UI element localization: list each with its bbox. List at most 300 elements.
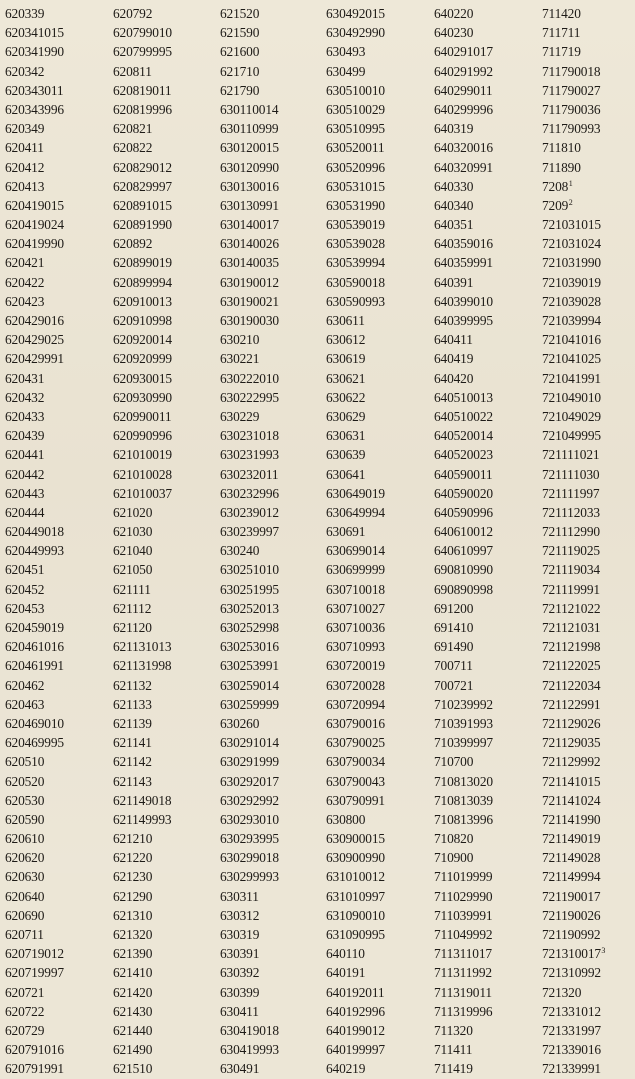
code-value: 621010028 xyxy=(113,466,172,482)
code-cell xyxy=(113,426,214,445)
code-cell xyxy=(113,1002,214,1021)
code-cell xyxy=(542,791,635,810)
code-value: 710813996 xyxy=(434,811,493,827)
code-value: 620341990 xyxy=(5,44,64,60)
code-cell xyxy=(434,733,532,752)
code-cell xyxy=(434,772,532,791)
code-value: 721310992 xyxy=(542,965,601,981)
footnote-marker: 3 xyxy=(601,946,606,956)
code-cell xyxy=(326,196,425,215)
code-value: 721190017 xyxy=(542,888,601,904)
code-cell xyxy=(220,349,318,368)
code-cell xyxy=(220,465,318,484)
code-value: 711319011 xyxy=(434,984,492,1000)
code-cell xyxy=(434,791,532,810)
code-value: 630499 xyxy=(326,63,366,79)
code-value: 620510 xyxy=(5,754,45,770)
code-value: 620640 xyxy=(5,888,45,904)
code-value: 630260 xyxy=(220,715,260,731)
code-value: 630120015 xyxy=(220,140,279,156)
code-cell xyxy=(220,426,318,445)
code-cell xyxy=(220,1002,318,1021)
code-cell xyxy=(434,196,532,215)
code-cell xyxy=(434,292,532,311)
code-value: 630190021 xyxy=(220,293,279,309)
code-cell xyxy=(220,253,318,272)
code-cell xyxy=(326,963,425,982)
code-value: 620822 xyxy=(113,140,153,156)
code-value: 621420 xyxy=(113,984,153,1000)
code-cell xyxy=(220,138,318,157)
code-value: 621111 xyxy=(113,581,151,597)
code-value: 721031024 xyxy=(542,236,601,252)
code-cell xyxy=(542,407,635,426)
code-column-4 xyxy=(318,4,425,1079)
code-value: 620899019 xyxy=(113,255,172,271)
code-value: 711320 xyxy=(434,1022,473,1038)
code-cell xyxy=(326,465,425,484)
code-cell xyxy=(542,772,635,791)
code-value: 620429025 xyxy=(5,332,64,348)
code-cell xyxy=(542,465,635,484)
code-value: 630232011 xyxy=(220,466,279,482)
code-cell xyxy=(542,100,635,119)
code-value: 710813039 xyxy=(434,792,493,808)
code-cell xyxy=(113,349,214,368)
code-cell xyxy=(326,388,425,407)
code-value: 721112033 xyxy=(542,504,600,520)
code-cell xyxy=(542,522,635,541)
code-cell xyxy=(434,311,532,330)
code-cell xyxy=(434,23,532,42)
code-cell xyxy=(326,1040,425,1059)
code-value: 620421 xyxy=(5,255,45,271)
code-cell xyxy=(326,407,425,426)
code-value: 630622 xyxy=(326,389,366,405)
code-value: 721141015 xyxy=(542,773,601,789)
footnote-marker: 1 xyxy=(568,178,573,188)
code-cell xyxy=(220,752,318,771)
code-cell xyxy=(434,580,532,599)
code-cell xyxy=(434,925,532,944)
code-cell xyxy=(326,676,425,695)
code-value: 721129026 xyxy=(542,715,601,731)
code-cell xyxy=(326,618,425,637)
code-value: 630710993 xyxy=(326,639,385,655)
code-value: 621490 xyxy=(113,1042,153,1058)
code-cell xyxy=(5,560,107,579)
code-value: 620891990 xyxy=(113,217,172,233)
code-value: 631010012 xyxy=(326,869,385,885)
code-value: 621112 xyxy=(113,600,152,616)
code-value: 640219 xyxy=(326,1061,366,1077)
code-cell xyxy=(326,484,425,503)
code-cell xyxy=(113,234,214,253)
footnote-marker: 2 xyxy=(568,197,573,207)
code-cell xyxy=(220,1040,318,1059)
code-cell xyxy=(326,656,425,675)
code-value: 621143 xyxy=(113,773,152,789)
code-cell xyxy=(542,349,635,368)
code-value: 710820 xyxy=(434,831,474,847)
code-value: 620819996 xyxy=(113,101,172,117)
code-cell xyxy=(5,752,107,771)
code-cell xyxy=(113,138,214,157)
code-value: 630590993 xyxy=(326,293,385,309)
code-value: 721049995 xyxy=(542,428,601,444)
code-cell xyxy=(326,253,425,272)
code-cell xyxy=(5,618,107,637)
code-cell xyxy=(5,848,107,867)
code-value: 721331997 xyxy=(542,1022,601,1038)
code-cell xyxy=(113,695,214,714)
code-value: 721320 xyxy=(542,984,582,1000)
code-value: 620441 xyxy=(5,447,45,463)
code-cell xyxy=(113,407,214,426)
code-value: 620891015 xyxy=(113,197,172,213)
code-cell xyxy=(434,349,532,368)
code-cell xyxy=(220,292,318,311)
code-cell xyxy=(326,23,425,42)
code-cell xyxy=(5,1059,107,1078)
code-value: 620432 xyxy=(5,389,45,405)
code-cell xyxy=(434,177,532,196)
code-cell xyxy=(113,330,214,349)
code-value: 711419 xyxy=(434,1061,473,1077)
code-table xyxy=(0,4,635,1079)
code-cell xyxy=(326,752,425,771)
code-cell xyxy=(220,273,318,292)
code-cell xyxy=(434,503,532,522)
code-value: 640319 xyxy=(434,121,474,137)
code-cell xyxy=(5,637,107,656)
code-value: 721049010 xyxy=(542,389,601,405)
code-cell xyxy=(5,1021,107,1040)
code-cell xyxy=(220,560,318,579)
code-value: 620341015 xyxy=(5,25,64,41)
code-cell xyxy=(434,62,532,81)
code-cell xyxy=(5,887,107,906)
code-value: 721119991 xyxy=(542,581,600,597)
code-value: 640399010 xyxy=(434,293,493,309)
code-cell xyxy=(434,887,532,906)
code-value: 630292017 xyxy=(220,773,279,789)
code-cell xyxy=(434,714,532,733)
code-value: 721190026 xyxy=(542,907,601,923)
code-value: 721041016 xyxy=(542,332,601,348)
code-value: 630539028 xyxy=(326,236,385,252)
code-cell xyxy=(434,906,532,925)
code-value: 691490 xyxy=(434,639,474,655)
code-value: 721122025 xyxy=(542,658,601,674)
code-cell xyxy=(5,100,107,119)
code-cell xyxy=(220,963,318,982)
code-value: 711411 xyxy=(434,1042,473,1058)
code-cell xyxy=(113,848,214,867)
code-cell xyxy=(5,273,107,292)
code-value: 630631 xyxy=(326,428,366,444)
code-cell xyxy=(542,637,635,656)
code-value: 621149993 xyxy=(113,811,172,827)
code-cell xyxy=(220,42,318,61)
code-cell xyxy=(434,1021,532,1040)
code-cell xyxy=(5,599,107,618)
code-value: 620829997 xyxy=(113,178,172,194)
code-value: 620729 xyxy=(5,1022,45,1038)
code-cell xyxy=(113,580,214,599)
code-cell xyxy=(113,81,214,100)
code-value: 640291992 xyxy=(434,63,493,79)
code-value: 630231993 xyxy=(220,447,279,463)
code-cell xyxy=(113,158,214,177)
code-value: 630251995 xyxy=(220,581,279,597)
code-value: 721041025 xyxy=(542,351,601,367)
code-value: 630293010 xyxy=(220,811,279,827)
code-value: 711790018 xyxy=(542,63,601,79)
code-cell xyxy=(434,369,532,388)
code-value: 620419990 xyxy=(5,236,64,252)
code-value: 620910013 xyxy=(113,293,172,309)
code-cell xyxy=(5,925,107,944)
code-cell xyxy=(434,695,532,714)
code-cell xyxy=(5,522,107,541)
code-cell xyxy=(434,656,532,675)
code-cell xyxy=(113,906,214,925)
code-value: 640192996 xyxy=(326,1003,385,1019)
code-cell xyxy=(542,656,635,675)
code-value: 621141 xyxy=(113,735,152,751)
code-cell xyxy=(326,944,425,963)
code-value: 700721 xyxy=(434,677,474,693)
code-value: 640590996 xyxy=(434,504,493,520)
code-cell xyxy=(220,100,318,119)
code-cell xyxy=(113,292,214,311)
code-value: 630253016 xyxy=(220,639,279,655)
code-cell xyxy=(542,944,635,963)
code-cell xyxy=(434,560,532,579)
code-value: 630291999 xyxy=(220,754,279,770)
code-value: 620819011 xyxy=(113,82,172,98)
code-value: 620930990 xyxy=(113,389,172,405)
code-cell xyxy=(434,944,532,963)
code-value: 630900990 xyxy=(326,850,385,866)
code-value: 630621 xyxy=(326,370,366,386)
code-value: 620449018 xyxy=(5,524,64,540)
code-value: 630531015 xyxy=(326,178,385,194)
code-cell xyxy=(326,349,425,368)
code-cell xyxy=(542,848,635,867)
code-value: 620829012 xyxy=(113,159,172,175)
code-cell xyxy=(220,983,318,1002)
code-value: 630252013 xyxy=(220,600,279,616)
code-cell xyxy=(5,253,107,272)
code-cell xyxy=(326,42,425,61)
code-cell xyxy=(326,714,425,733)
code-value: 721190992 xyxy=(542,927,601,942)
code-value: 620910998 xyxy=(113,313,172,328)
code-value: 640359016 xyxy=(434,236,493,252)
code-cell xyxy=(113,465,214,484)
code-cell xyxy=(113,273,214,292)
code-cell xyxy=(5,867,107,886)
code-cell xyxy=(542,4,635,23)
code-cell xyxy=(5,81,107,100)
code-cell xyxy=(113,560,214,579)
code-value: 621600 xyxy=(220,44,260,60)
code-value: 630520011 xyxy=(326,140,385,156)
code-cell xyxy=(5,42,107,61)
code-cell xyxy=(542,196,635,215)
code-value: 621520 xyxy=(220,6,260,21)
code-cell xyxy=(434,1040,532,1059)
code-cell xyxy=(5,983,107,1002)
code-value: 620411 xyxy=(5,140,44,156)
code-cell xyxy=(5,906,107,925)
code-value: 621410 xyxy=(113,965,153,981)
code-value: 630411 xyxy=(220,1003,259,1019)
code-cell xyxy=(542,388,635,407)
code-value: 620719012 xyxy=(5,946,64,962)
code-cell xyxy=(220,4,318,23)
code-cell xyxy=(5,810,107,829)
code-cell xyxy=(5,177,107,196)
code-value: 710900 xyxy=(434,850,474,866)
code-cell xyxy=(434,426,532,445)
code-value: 620690 xyxy=(5,907,45,923)
code-value: 711711 xyxy=(542,25,581,41)
code-value: 620799010 xyxy=(113,25,172,41)
code-cell xyxy=(220,177,318,196)
code-value: 7208 xyxy=(542,178,569,194)
code-cell xyxy=(113,388,214,407)
code-cell xyxy=(220,23,318,42)
code-value: 640510013 xyxy=(434,389,493,405)
code-cell xyxy=(220,810,318,829)
code-cell xyxy=(113,772,214,791)
code-cell xyxy=(434,253,532,272)
code-value: 630790016 xyxy=(326,715,385,731)
code-cell xyxy=(434,445,532,464)
code-cell xyxy=(542,1002,635,1021)
code-value: 640590011 xyxy=(434,466,493,482)
code-value: 620459019 xyxy=(5,620,64,635)
code-value: 620422 xyxy=(5,274,45,290)
code-value: 620444 xyxy=(5,504,45,520)
code-cell xyxy=(326,829,425,848)
code-cell xyxy=(5,349,107,368)
code-cell xyxy=(5,656,107,675)
code-value: 721039028 xyxy=(542,293,601,309)
code-cell xyxy=(542,42,635,61)
code-cell xyxy=(113,42,214,61)
code-cell xyxy=(113,599,214,618)
code-cell xyxy=(220,695,318,714)
code-value: 620343011 xyxy=(5,82,64,98)
code-value: 721141024 xyxy=(542,792,601,808)
code-cell xyxy=(434,867,532,886)
code-cell xyxy=(5,4,107,23)
code-cell xyxy=(220,676,318,695)
code-cell xyxy=(542,752,635,771)
code-value: 620429991 xyxy=(5,351,64,367)
code-value: 621132 xyxy=(113,677,152,693)
code-value: 620469995 xyxy=(5,735,64,751)
code-cell xyxy=(542,695,635,714)
code-value: 721129992 xyxy=(542,754,601,770)
code-cell xyxy=(220,637,318,656)
code-cell xyxy=(434,599,532,618)
code-value: 710239992 xyxy=(434,696,493,712)
code-value: 630510995 xyxy=(326,121,385,137)
code-value: 721111021 xyxy=(542,447,600,463)
code-cell xyxy=(5,215,107,234)
code-value: 640399995 xyxy=(434,313,493,328)
code-value: 620343996 xyxy=(5,101,64,117)
code-value: 640359991 xyxy=(434,255,493,271)
code-cell xyxy=(434,752,532,771)
code-value: 630110014 xyxy=(220,101,279,117)
code-value: 630140026 xyxy=(220,236,279,252)
code-value: 630590018 xyxy=(326,274,385,290)
code-column-3 xyxy=(214,4,318,1079)
code-cell xyxy=(113,311,214,330)
code-cell xyxy=(326,695,425,714)
code-cell xyxy=(434,138,532,157)
code-cell xyxy=(220,906,318,925)
code-cell xyxy=(220,772,318,791)
code-value: 621131013 xyxy=(113,639,172,655)
code-value: 620461991 xyxy=(5,658,64,674)
code-cell xyxy=(113,503,214,522)
code-cell xyxy=(542,1059,635,1078)
code-cell xyxy=(326,867,425,886)
code-value: 630120990 xyxy=(220,159,279,175)
code-value: 630699014 xyxy=(326,543,385,559)
code-value: 640351 xyxy=(434,217,474,233)
code-cell xyxy=(326,138,425,157)
code-value: 721149019 xyxy=(542,831,601,847)
code-cell xyxy=(542,580,635,599)
code-cell xyxy=(113,196,214,215)
code-value: 620792 xyxy=(113,6,153,21)
code-cell xyxy=(5,791,107,810)
code-value: 630240 xyxy=(220,543,260,559)
code-cell xyxy=(326,541,425,560)
code-cell xyxy=(326,445,425,464)
code-value: 630800 xyxy=(326,811,366,827)
code-value: 620920999 xyxy=(113,351,172,367)
code-cell xyxy=(434,1059,532,1078)
code-value: 640330 xyxy=(434,178,474,194)
code-value: 710399997 xyxy=(434,735,493,751)
code-cell xyxy=(5,330,107,349)
code-cell xyxy=(220,714,318,733)
code-cell xyxy=(5,23,107,42)
code-value: 7209 xyxy=(542,197,569,213)
code-cell xyxy=(113,541,214,560)
code-value: 721141990 xyxy=(542,811,601,827)
code-cell xyxy=(113,62,214,81)
code-cell xyxy=(542,330,635,349)
code-value: 630900015 xyxy=(326,831,385,847)
code-value: 620413 xyxy=(5,178,45,194)
code-value: 620620 xyxy=(5,850,45,866)
code-value: 620442 xyxy=(5,466,45,482)
code-cell xyxy=(220,944,318,963)
code-value: 721121022 xyxy=(542,600,601,616)
code-value: 630649994 xyxy=(326,504,385,520)
code-value: 711311992 xyxy=(434,965,492,981)
